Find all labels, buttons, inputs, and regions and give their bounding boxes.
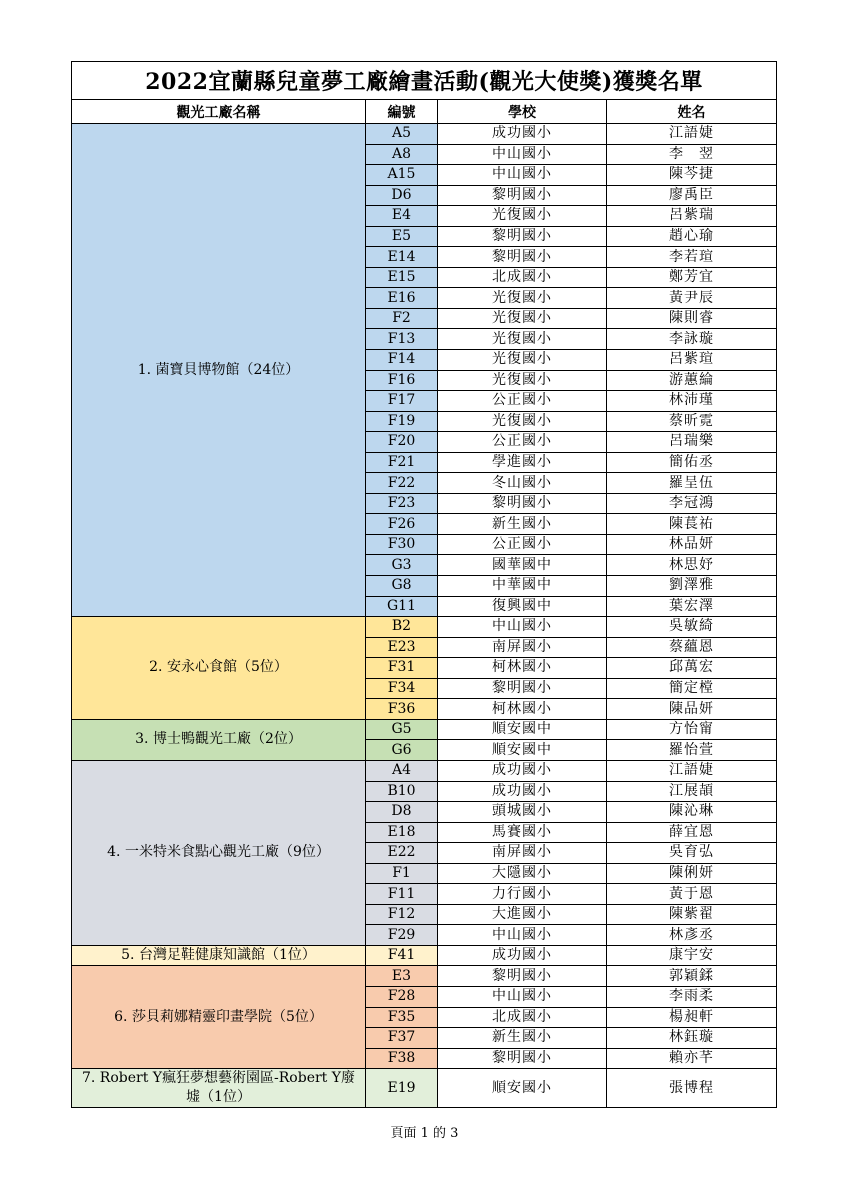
school-cell: 黎明國小 xyxy=(438,247,607,268)
student-name-cell: 葉宏澤 xyxy=(607,596,777,617)
student-name-cell: 陳芩捷 xyxy=(607,165,777,186)
school-cell: 成功國小 xyxy=(438,945,607,966)
code-cell: E14 xyxy=(366,247,438,268)
code-cell: F12 xyxy=(366,904,438,925)
student-name-cell: 李雨柔 xyxy=(607,986,777,1007)
school-cell: 光復國小 xyxy=(438,329,607,350)
student-name-cell: 趙心瑜 xyxy=(607,226,777,247)
student-name-cell: 李冠鴻 xyxy=(607,493,777,514)
factory-name-cell: 4. 一米特米食點心觀光工廠（9位） xyxy=(72,760,366,945)
school-cell: 公正國小 xyxy=(438,534,607,555)
code-cell: E18 xyxy=(366,822,438,843)
school-cell: 黎明國小 xyxy=(438,678,607,699)
code-cell: F34 xyxy=(366,678,438,699)
school-cell: 黎明國小 xyxy=(438,185,607,206)
student-name-cell: 林思妤 xyxy=(607,555,777,576)
school-cell: 學進國小 xyxy=(438,452,607,473)
factory-name-cell: 1. 菌寶貝博物館（24位） xyxy=(72,124,366,617)
code-cell: E15 xyxy=(366,267,438,288)
school-cell: 光復國小 xyxy=(438,411,607,432)
student-name-cell: 江語婕 xyxy=(607,760,777,781)
student-name-cell: 羅呈伍 xyxy=(607,473,777,494)
code-cell: F17 xyxy=(366,391,438,412)
code-cell: A8 xyxy=(366,144,438,165)
page-title: 2022宜蘭縣兒童夢工廠繪畫活動(觀光大使獎)獲獎名單 xyxy=(72,62,777,100)
page-footer: 頁面 1 的 3 xyxy=(390,1126,459,1141)
school-cell: 頭城國小 xyxy=(438,802,607,823)
student-name-cell: 方怡甯 xyxy=(607,719,777,740)
table-row xyxy=(72,617,777,638)
school-cell: 國華國中 xyxy=(438,555,607,576)
code-cell: B2 xyxy=(366,617,438,638)
column-header-factory: 觀光工廠名稱 xyxy=(72,100,366,124)
school-cell: 復興國中 xyxy=(438,596,607,617)
student-name-cell: 陳則睿 xyxy=(607,308,777,329)
student-name-cell: 陳紫翟 xyxy=(607,904,777,925)
table-row xyxy=(72,1069,777,1108)
school-cell: 中山國小 xyxy=(438,986,607,1007)
student-name-cell: 蔡昕霓 xyxy=(607,411,777,432)
student-name-cell: 楊昶軒 xyxy=(607,1007,777,1028)
school-cell: 南屏國小 xyxy=(438,637,607,658)
code-cell: F37 xyxy=(366,1028,438,1049)
student-name-cell: 陳俐妍 xyxy=(607,863,777,884)
column-header-name: 姓名 xyxy=(607,100,777,124)
code-cell: A4 xyxy=(366,760,438,781)
code-cell: E4 xyxy=(366,206,438,227)
school-cell: 柯林國小 xyxy=(438,658,607,679)
student-name-cell: 陳沁琳 xyxy=(607,802,777,823)
student-name-cell: 江語婕 xyxy=(607,124,777,145)
code-cell: F21 xyxy=(366,452,438,473)
code-cell: E5 xyxy=(366,226,438,247)
code-cell: F14 xyxy=(366,350,438,371)
code-cell: F23 xyxy=(366,493,438,514)
code-cell: F16 xyxy=(366,370,438,391)
school-cell: 光復國小 xyxy=(438,350,607,371)
code-cell: F1 xyxy=(366,863,438,884)
school-cell: 成功國小 xyxy=(438,781,607,802)
award-list-table xyxy=(71,61,777,1108)
table-body xyxy=(72,124,777,1108)
code-cell: F31 xyxy=(366,658,438,679)
school-cell: 光復國小 xyxy=(438,370,607,391)
student-name-cell: 陳品妍 xyxy=(607,699,777,720)
factory-name-cell: 6. 莎貝莉娜精靈印畫學院（5位） xyxy=(72,966,366,1069)
student-name-cell: 賴亦芊 xyxy=(607,1048,777,1069)
code-cell: F22 xyxy=(366,473,438,494)
student-name-cell: 林彥丞 xyxy=(607,925,777,946)
school-cell: 公正國小 xyxy=(438,391,607,412)
school-cell: 黎明國小 xyxy=(438,493,607,514)
student-name-cell: 林鈺璇 xyxy=(607,1028,777,1049)
code-cell: G8 xyxy=(366,576,438,597)
student-name-cell: 吳敏綺 xyxy=(607,617,777,638)
code-cell: F13 xyxy=(366,329,438,350)
student-name-cell: 吳育弘 xyxy=(607,843,777,864)
column-header-code: 編號 xyxy=(366,100,438,124)
school-cell: 成功國小 xyxy=(438,760,607,781)
code-cell: F41 xyxy=(366,945,438,966)
code-cell: G6 xyxy=(366,740,438,761)
code-cell: F11 xyxy=(366,884,438,905)
code-cell: A15 xyxy=(366,165,438,186)
school-cell: 順安國小 xyxy=(438,1069,607,1108)
student-name-cell: 簡佑丞 xyxy=(607,452,777,473)
code-cell: A5 xyxy=(366,124,438,145)
student-name-cell: 薛宜恩 xyxy=(607,822,777,843)
student-name-cell: 呂瑞樂 xyxy=(607,432,777,453)
school-cell: 順安國中 xyxy=(438,719,607,740)
code-cell: D8 xyxy=(366,802,438,823)
school-cell: 新生國小 xyxy=(438,514,607,535)
code-cell: F29 xyxy=(366,925,438,946)
student-name-cell: 劉澤雅 xyxy=(607,576,777,597)
student-name-cell: 蔡蘊恩 xyxy=(607,637,777,658)
code-cell: F30 xyxy=(366,534,438,555)
factory-name-cell: 5. 台灣足鞋健康知識館（1位） xyxy=(72,945,366,966)
factory-name-cell: 2. 安永心食館（5位） xyxy=(72,617,366,720)
code-cell: D6 xyxy=(366,185,438,206)
student-name-cell: 張博程 xyxy=(607,1069,777,1108)
student-name-cell: 李詠璇 xyxy=(607,329,777,350)
student-name-cell: 李 翌 xyxy=(607,144,777,165)
code-cell: E23 xyxy=(366,637,438,658)
student-name-cell: 廖禹臣 xyxy=(607,185,777,206)
school-cell: 南屏國小 xyxy=(438,843,607,864)
student-name-cell: 康宇安 xyxy=(607,945,777,966)
school-cell: 中山國小 xyxy=(438,165,607,186)
code-cell: F35 xyxy=(366,1007,438,1028)
student-name-cell: 李若瑄 xyxy=(607,247,777,268)
code-cell: G5 xyxy=(366,719,438,740)
school-cell: 中山國小 xyxy=(438,617,607,638)
school-cell: 中山國小 xyxy=(438,925,607,946)
code-cell: B10 xyxy=(366,781,438,802)
column-header-school: 學校 xyxy=(438,100,607,124)
code-cell: E22 xyxy=(366,843,438,864)
student-name-cell: 林沛瑾 xyxy=(607,391,777,412)
school-cell: 力行國小 xyxy=(438,884,607,905)
student-name-cell: 呂紫瑞 xyxy=(607,206,777,227)
code-cell: E16 xyxy=(366,288,438,309)
code-cell: F38 xyxy=(366,1048,438,1069)
school-cell: 柯林國小 xyxy=(438,699,607,720)
school-cell: 黎明國小 xyxy=(438,226,607,247)
code-cell: F36 xyxy=(366,699,438,720)
student-name-cell: 邱萬宏 xyxy=(607,658,777,679)
code-cell: F26 xyxy=(366,514,438,535)
student-name-cell: 郭穎鍒 xyxy=(607,966,777,987)
code-cell: E3 xyxy=(366,966,438,987)
code-cell: F2 xyxy=(366,308,438,329)
table-row xyxy=(72,966,777,987)
school-cell: 大進國小 xyxy=(438,904,607,925)
school-cell: 中山國小 xyxy=(438,144,607,165)
code-cell: E19 xyxy=(366,1069,438,1108)
student-name-cell: 陳萇祐 xyxy=(607,514,777,535)
factory-name-cell: 3. 博士鴨觀光工廠（2位） xyxy=(72,719,366,760)
school-cell: 順安國中 xyxy=(438,740,607,761)
student-name-cell: 林品妍 xyxy=(607,534,777,555)
school-cell: 光復國小 xyxy=(438,206,607,227)
school-cell: 光復國小 xyxy=(438,308,607,329)
school-cell: 黎明國小 xyxy=(438,1048,607,1069)
school-cell: 大隱國小 xyxy=(438,863,607,884)
student-name-cell: 游蕙綸 xyxy=(607,370,777,391)
school-cell: 光復國小 xyxy=(438,288,607,309)
student-name-cell: 羅怡萱 xyxy=(607,740,777,761)
school-cell: 馬賽國小 xyxy=(438,822,607,843)
school-cell: 公正國小 xyxy=(438,432,607,453)
code-cell: G11 xyxy=(366,596,438,617)
school-cell: 北成國小 xyxy=(438,1007,607,1028)
student-name-cell: 簡定樘 xyxy=(607,678,777,699)
school-cell: 新生國小 xyxy=(438,1028,607,1049)
table-row xyxy=(72,124,777,145)
code-cell: F19 xyxy=(366,411,438,432)
school-cell: 冬山國小 xyxy=(438,473,607,494)
school-cell: 成功國小 xyxy=(438,124,607,145)
table-row xyxy=(72,760,777,781)
student-name-cell: 黃于恩 xyxy=(607,884,777,905)
factory-name-cell: 7. Robert Y瘋狂夢想藝術園區-Robert Y廢墟（1位） xyxy=(72,1069,366,1108)
code-cell: F28 xyxy=(366,986,438,1007)
code-cell: G3 xyxy=(366,555,438,576)
student-name-cell: 黃尹辰 xyxy=(607,288,777,309)
school-cell: 黎明國小 xyxy=(438,966,607,987)
school-cell: 中華國中 xyxy=(438,576,607,597)
school-cell: 北成國小 xyxy=(438,267,607,288)
code-cell: F20 xyxy=(366,432,438,453)
student-name-cell: 江展頡 xyxy=(607,781,777,802)
student-name-cell: 鄭芳宜 xyxy=(607,267,777,288)
student-name-cell: 呂紫瑄 xyxy=(607,350,777,371)
table-row xyxy=(72,719,777,740)
table-row xyxy=(72,945,777,966)
